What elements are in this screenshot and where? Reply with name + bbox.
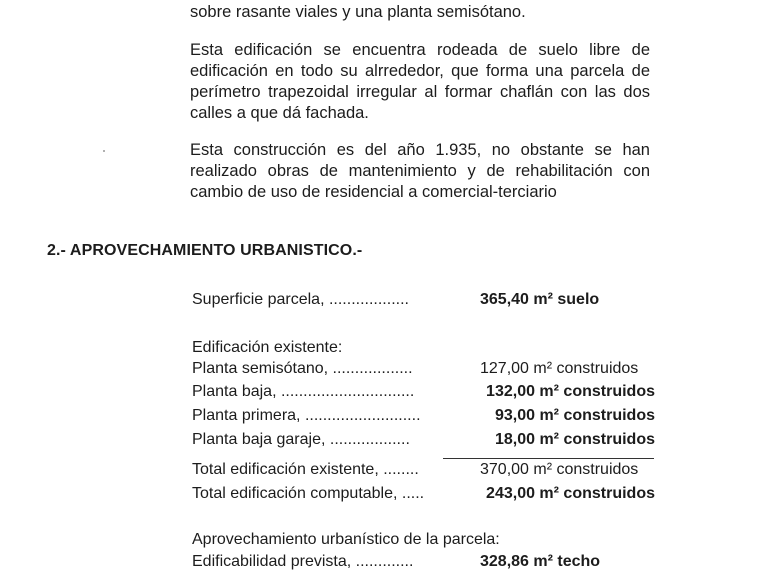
row-value: 127,00 m² construidos — [480, 360, 639, 377]
intro-paragraph-3 — [190, 140, 650, 203]
superficie-value: 365,40 m² suelo — [480, 291, 600, 308]
edificabilidad-label: Edificabilidad prevista, ............. — [192, 553, 414, 570]
text-line: edificación en todo su alrrededor, que forma una parcela de — [190, 62, 650, 80]
edificabilidad-value: 328,86 m² techo — [480, 553, 601, 570]
section-heading: 2.- APROVECHAMIENTO URBANISTICO.- — [47, 242, 363, 259]
row-label: Planta baja, .............................. — [192, 383, 415, 400]
text-line: perímetro trapezoidal irregular al formar chaflán con las dos — [190, 83, 650, 101]
row-label: Planta primera, .......................... — [192, 407, 421, 424]
row-value: 93,00 m² construidos — [494, 407, 655, 424]
total-computable-label: Total edificación computable, ..... — [192, 485, 425, 502]
text-line: calles a que dá fachada. — [190, 104, 369, 122]
superficie-label: Superficie parcela, .................. — [192, 291, 409, 308]
total-computable-value: 243,00 m² construidos — [486, 485, 655, 502]
total-existente-label: Total edificación existente, ........ — [192, 461, 419, 478]
text-line: cambio de uso de residencial a comercial-terciario — [190, 183, 557, 201]
row-label: Planta baja garaje, .................. — [192, 431, 410, 448]
text-line: Esta construcción es del año 1.935, no obstante se han — [190, 141, 650, 159]
text-line: realizado obras de mantenimiento y de rehabilitación con — [190, 162, 650, 180]
intro-paragraph-1 — [190, 2, 650, 23]
intro-paragraph-2 — [190, 40, 650, 124]
row-value: 132,00 m² construidos — [486, 383, 655, 400]
row-label: Planta semisótano, .................. — [192, 360, 413, 377]
scan-speck — [103, 150, 105, 152]
total-existente-value: 370,00 m² construidos — [480, 461, 639, 478]
existente-title-text: Edificación existente: — [192, 339, 343, 356]
aprovechamiento-title-text: Aprovechamiento urbanístico de la parcela: — [192, 531, 500, 548]
row-value: 18,00 m² construidos — [494, 431, 655, 448]
text-line: sobre rasante viales y una planta semisótano. — [190, 3, 526, 21]
text-line: Esta edificación se encuentra rodeada de suelo libre de — [190, 41, 650, 59]
